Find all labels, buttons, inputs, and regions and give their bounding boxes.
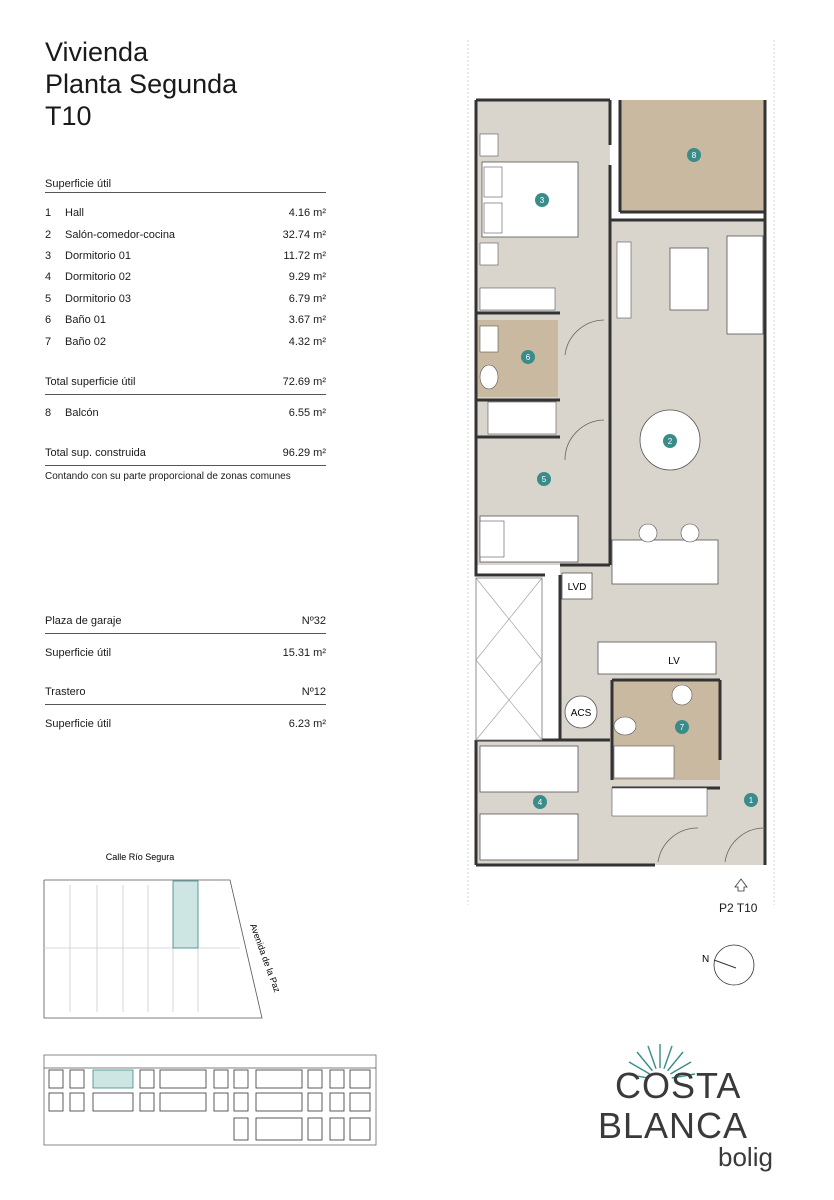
garage-label: Plaza de garaje — [45, 615, 122, 627]
total-useful-label: Total superficie útil — [45, 376, 136, 388]
costa-blanca-bolig-logo — [590, 1040, 790, 1180]
room-name: Dormitorio 03 — [65, 293, 132, 305]
lv-label: LV — [668, 656, 680, 667]
marker-label-6: 6 — [525, 353, 531, 362]
lvd-label: LVD — [567, 582, 587, 593]
bed-icon — [480, 746, 578, 792]
title-line-1: Vivienda — [45, 37, 149, 67]
total-built-label: Total sup. construida — [45, 447, 146, 459]
entrance-arrow-icon — [735, 879, 747, 891]
balcony-name: Balcón — [65, 407, 99, 419]
room-area: 4.16 m² — [288, 207, 326, 219]
shower-tray — [488, 402, 556, 434]
room-area: 4.32 m² — [288, 336, 326, 348]
room-area: 9.29 m² — [288, 271, 326, 283]
stair-shaft — [476, 578, 542, 740]
acs-label: ACS — [570, 708, 592, 719]
balcony-number: 8 — [45, 407, 52, 419]
room-number: 4 — [45, 271, 52, 283]
total-built-value: 96.29 m² — [282, 447, 326, 459]
tv-unit — [617, 242, 631, 318]
storage-surface-value: 6.23 m² — [288, 718, 326, 730]
room-name: Dormitorio 02 — [65, 271, 132, 283]
storage-surface-label: Superficie útil — [45, 718, 112, 730]
sofa-icon — [727, 236, 763, 334]
balcony-area: 6.55 m² — [288, 407, 326, 419]
marker-label-1: 1 — [748, 796, 754, 805]
garage-surface-label: Superficie útil — [45, 647, 112, 659]
marker-label-5: 5 — [541, 475, 547, 484]
room-number: 6 — [45, 314, 52, 326]
marker-label-4: 4 — [537, 798, 543, 807]
room-area: 3.67 m² — [288, 314, 326, 326]
marker-label-2: 2 — [667, 437, 673, 446]
street-top-label: Calle Río Segura — [105, 852, 175, 862]
logo-line-2: BLANCA — [598, 1105, 749, 1146]
site-plan — [44, 880, 262, 1018]
room-area: 32.74 m² — [282, 229, 326, 241]
room-number: 7 — [45, 336, 52, 348]
kitchen-counter — [598, 642, 716, 674]
room-number: 1 — [45, 207, 52, 219]
elevation-windows — [49, 1070, 370, 1140]
bed-icon — [480, 814, 578, 860]
marker-label-8: 8 — [691, 151, 697, 160]
room-name: Baño 01 — [65, 314, 106, 326]
title-line-2: Planta Segunda — [45, 69, 238, 99]
common-areas-note: Contando con su parte proporcional de zonas comunes — [45, 471, 291, 482]
room-name: Hall — [65, 207, 84, 219]
title-line-3: T10 — [45, 101, 92, 131]
wardrobe — [480, 288, 555, 310]
street-side-label: Avenida de la Paz — [248, 922, 283, 994]
room-name: Dormitorio 01 — [65, 250, 132, 262]
unit-plan-label: P2 T10 — [719, 901, 758, 915]
toilet-icon — [480, 365, 498, 389]
room-number: 5 — [45, 293, 52, 305]
room-name: Salón-comedor-cocina — [65, 229, 176, 241]
building-elevation — [44, 1055, 376, 1145]
coffee-table — [670, 248, 708, 310]
garage-number: Nº32 — [301, 615, 326, 627]
total-useful-value: 72.69 m² — [282, 376, 326, 388]
room-area: 6.79 m² — [288, 293, 326, 305]
storage-number: Nº12 — [301, 686, 326, 698]
room-number: 2 — [45, 229, 52, 241]
storage-label: Trastero — [45, 686, 86, 698]
room-area: 11.72 m² — [283, 250, 326, 262]
compass-north-label: N — [702, 954, 710, 965]
marker-label-3: 3 — [539, 196, 545, 205]
logo-line-3: bolig — [718, 1142, 773, 1172]
logo-line-1: COSTA — [615, 1065, 742, 1106]
surface-header: Superficie útil — [45, 178, 326, 193]
marker-label-7: 7 — [679, 723, 685, 732]
room-number: 3 — [45, 250, 52, 262]
room-name: Baño 02 — [65, 336, 106, 348]
unit-location-highlight — [173, 881, 198, 948]
garage-surface-value: 15.31 m² — [282, 647, 326, 659]
kitchen-island — [612, 540, 718, 584]
compass-icon — [714, 945, 754, 985]
